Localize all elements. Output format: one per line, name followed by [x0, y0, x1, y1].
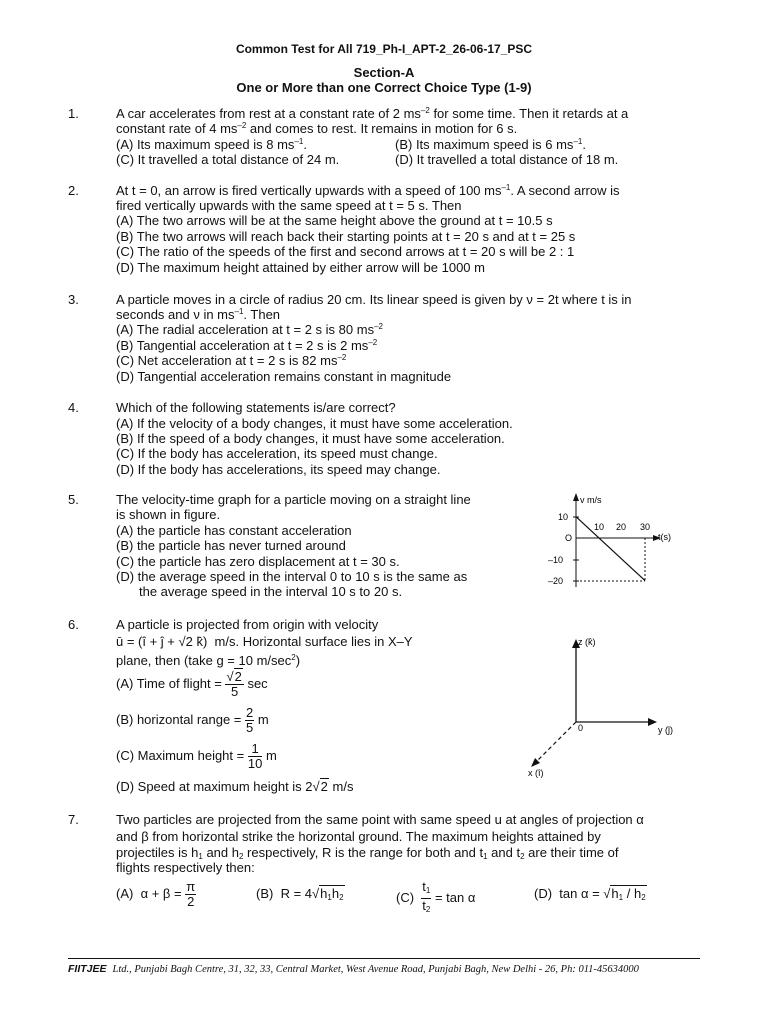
question-text: ū = (î + ĵ + √2 k̂) m/s. Horizontal surface lies in X–Y: [116, 634, 413, 649]
option-c: (C) Maximum height = $\frac{1}{10}$ m: [116, 741, 277, 771]
test-title: Common Test for All 719_Ph-I_APT-2_26-06-17_PSC: [235, 42, 533, 56]
option-c: (C) The ratio of the speeds of the first and second arrows at t = 20 s will be 2 : 1: [116, 244, 575, 259]
question-text: fired vertically upwards with the same speed at t = 5 s. Then: [116, 198, 462, 213]
x-axis-label: x (î): [528, 768, 544, 778]
option-a: (A) If the velocity of a body changes, it must have some acceleration.: [116, 416, 513, 431]
z-axis-label: z (k̂): [578, 637, 596, 647]
option-c: (C) the particle has zero displacement at t = 30 s.: [116, 554, 400, 569]
x-tick-label: 10: [594, 522, 605, 532]
option-d: (D) Tangential acceleration remains constant in magnitude: [116, 369, 452, 384]
y-axis-arrow: [648, 718, 657, 726]
option-a: (A) the particle has constant acceleration: [116, 523, 352, 538]
fiitjee-logo: FIITJEE: [68, 963, 107, 975]
option-a: (A) The radial acceleration at t = 2 s is 80 $ms^{-2}$: [116, 322, 383, 337]
velocity-time-graph: [540, 490, 690, 595]
y-tick-label: 10: [558, 512, 569, 522]
question-number: 2.: [68, 183, 79, 198]
question-text: projectiles is $h_1$ and $h_2$ respectively, R is the range for both and $t_1$ and $t_2$ are their time of: [116, 845, 619, 861]
option-d: (D) Speed at maximum height is 2√2 m/s: [116, 779, 354, 794]
question-text: and β from horizontal strike the horizontal ground. The maximum heights attained by: [116, 829, 601, 844]
question-text: A particle moves in a circle of radius 20 cm. Its linear speed is given by ν = 2t where t is in: [116, 292, 632, 307]
question-number: 1.: [68, 106, 79, 121]
velocity-line: [576, 517, 645, 581]
option-b: (B) Tangential acceleration at t = 2 s is 2 $ms^{-2}$: [116, 338, 378, 353]
option-b: (B) $R = 4√h_1h_2$: [256, 886, 344, 902]
x-axis: [534, 722, 576, 764]
x-tick-label: 30: [640, 522, 651, 532]
question-number: 5.: [68, 492, 79, 507]
option-c: (C) $\frac{t_1}{t_2}$ = tan α: [396, 879, 476, 914]
option-b: (B) If the speed of a body changes, it must have some acceleration.: [116, 431, 505, 446]
question-text: plane, then (take g = 10 $m/\sec^2$): [116, 653, 301, 668]
question-text: constant rate of 4 $ms^{-2}$ and comes to rest. It remains in motion for 6 s.: [116, 121, 518, 136]
footer: [68, 963, 639, 975]
option-d: (D) $\tan \alpha = √h_1 / h_2$: [534, 886, 646, 902]
origin-label: 0: [578, 723, 584, 733]
footer-rule: [68, 958, 700, 959]
question-text: is shown in figure.: [116, 507, 221, 522]
y-tick-label: –10: [548, 555, 564, 565]
option-a: (A) α + β = $\frac{\pi}{2}$: [116, 879, 196, 909]
y-tick-label: –20: [548, 576, 564, 586]
option-a: (A) The two arrows will be at the same height above the ground at t = 10.5 s: [116, 213, 553, 228]
section-subtitle: One or More than one Correct Choice Type (1-9): [236, 80, 532, 95]
t-axis-label: t(s): [658, 532, 671, 542]
option-b: (B) The two arrows will reach back their starting points at t = 20 s and at t = 25 s: [116, 229, 576, 244]
v-axis-label: v m/s: [580, 495, 602, 505]
question-number: 7.: [68, 812, 79, 827]
option-b: (B) horizontal range = $\frac{2}{5}$ m: [116, 705, 269, 735]
question-number: 4.: [68, 400, 79, 415]
option-d: (D) the average speed in the interval 0 to 10 s is the same as: [116, 569, 468, 584]
origin-label: O: [565, 533, 573, 543]
v-axis-arrow: [573, 493, 579, 501]
option-a: (A) Its maximum speed is 8 $ms^{-1}$.: [116, 137, 307, 152]
option-d: (D) The maximum height attained by either arrow will be 1000 m: [116, 260, 485, 275]
option-c: (C) If the body has acceleration, its speed must change.: [116, 446, 438, 461]
question-text: A particle is projected from origin with velocity: [116, 617, 379, 632]
footer-address: Ltd., Punjabi Bagh Centre, 31, 32, 33, Central Market, West Avenue Road, Punjabi Bagh, New Delhi - 26, Ph: 011-45634000: [112, 964, 639, 975]
option-c: (C) Net acceleration at t = 2 s is 82 $ms^{-2}$: [116, 353, 347, 368]
question-text: Which of the following statements is/are correct?: [116, 400, 396, 415]
question-text: A car accelerates from rest at a constant rate of 2 $ms^{-2}$ for some time. Then it retards at a: [116, 106, 629, 121]
question-text: Two particles are projected from the same point with same speed u at angles of projection α: [116, 812, 644, 827]
question-text: The velocity-time graph for a particle moving on a straight line: [116, 492, 471, 507]
option-d: (D) If the body has accelerations, its speed may change.: [116, 462, 441, 477]
option-d: (D) It travelled a total distance of 18 m.: [395, 152, 619, 167]
x-tick-label: 20: [616, 522, 627, 532]
question-text: At t = 0, an arrow is fired vertically upwards with a speed of 100 $ms^{-1}$. A second arrow is: [116, 183, 620, 198]
option-a: (A) Time of flight = $\frac{√2}{5}$ sec: [116, 669, 268, 699]
question-text: seconds and ν in $ms^{-1}$. Then: [116, 307, 281, 322]
section-title: Section-A: [353, 65, 415, 80]
option-c: (C) It travelled a total distance of 24 m.: [116, 152, 340, 167]
y-axis-label: y (ĵ): [658, 725, 673, 735]
option-d-continued: the average speed in the interval 10 s to 20 s.: [139, 584, 403, 599]
option-b: (B) Its maximum speed is 6 $ms^{-1}$.: [395, 137, 586, 152]
question-number: 3.: [68, 292, 79, 307]
option-b: (B) the particle has never turned around: [116, 538, 346, 553]
coordinate-axes-figure: [520, 630, 690, 780]
question-number: 6.: [68, 617, 79, 632]
question-text: flights respectively then:: [116, 860, 255, 875]
